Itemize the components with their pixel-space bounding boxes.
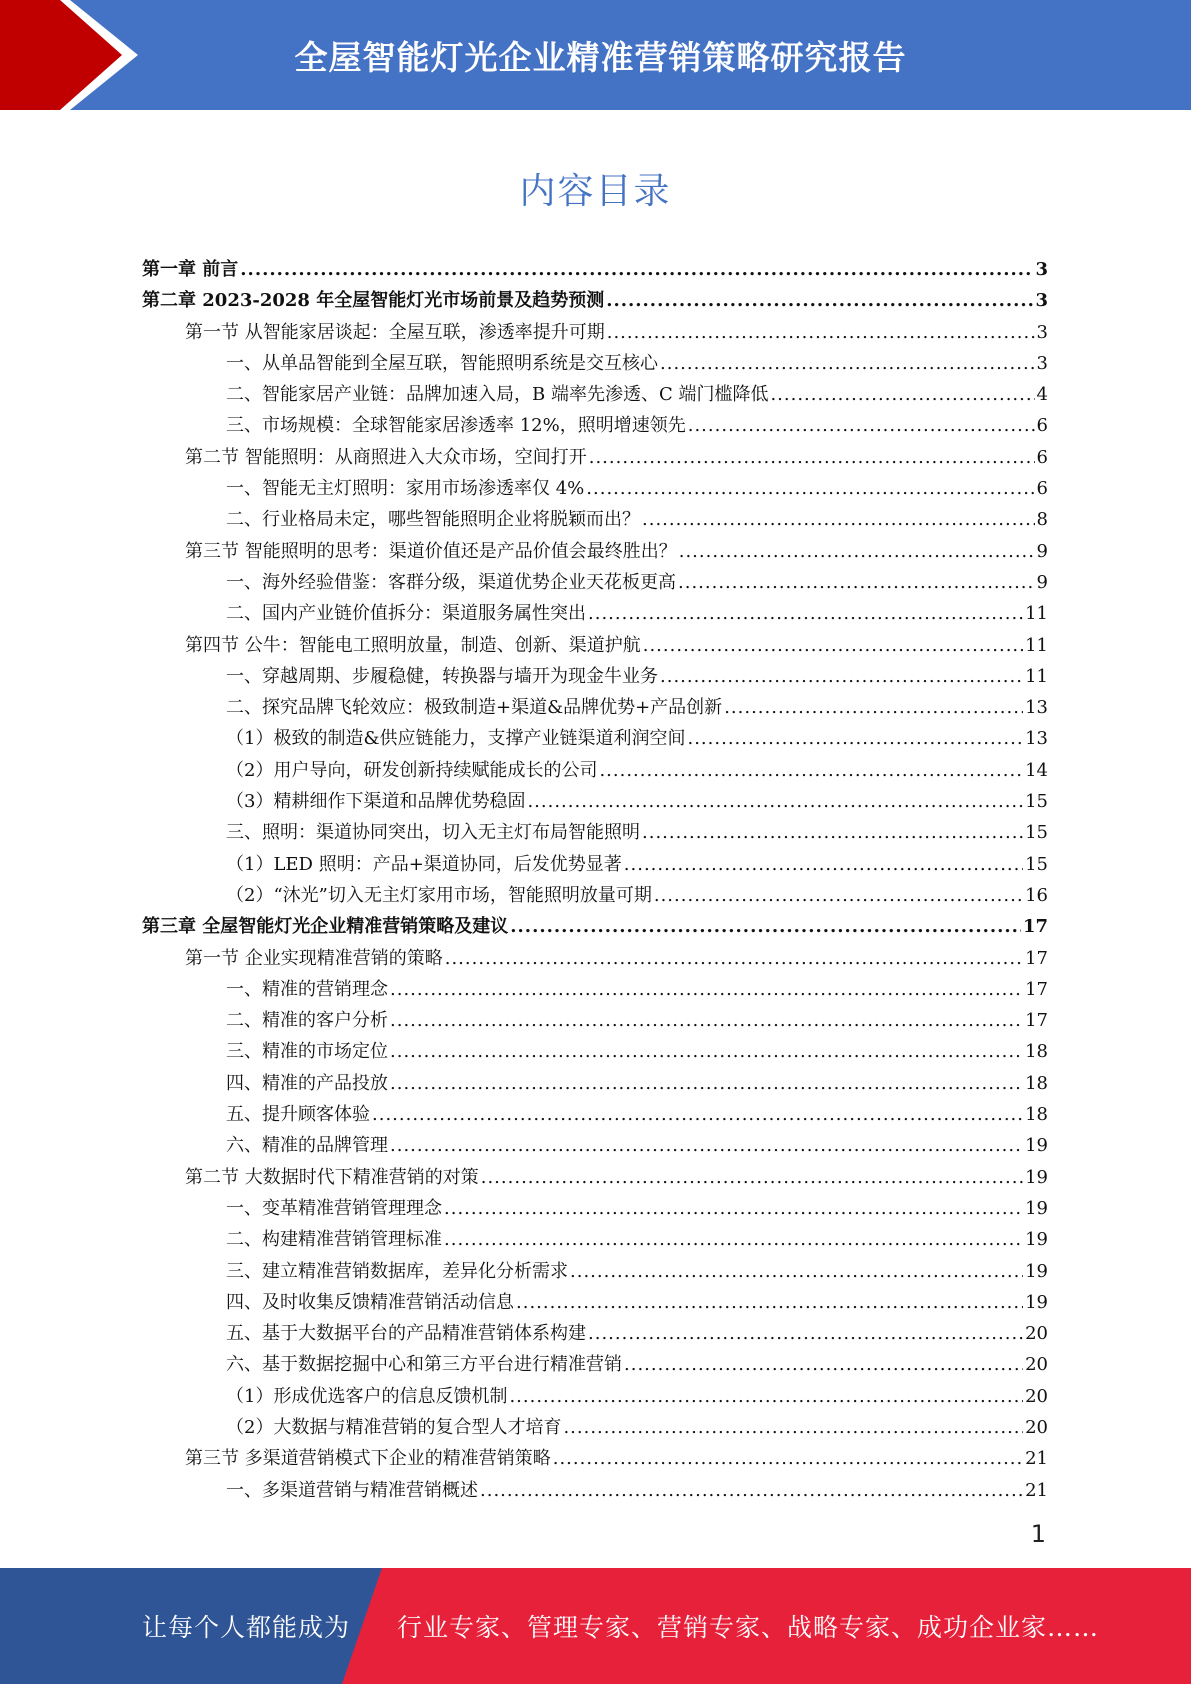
toc-leader-dots [240,254,1033,285]
toc-entry-title: 第三节 多渠道营销模式下企业的精准营销策略 [185,1448,551,1470]
toc-entry-title: 三、精准的市场定位 [226,1041,388,1063]
toc-entry-page: 15 [1025,853,1048,875]
toc-entry-page: 8 [1036,509,1048,531]
toc-title: 内容目录 [519,171,672,212]
toc-leader-dots [770,379,1034,410]
toc-entry-title: 三、照明：渠道协同突出，切入无主灯布局智能照明 [226,822,640,844]
toc-leader-dots [624,849,1023,880]
toc-entry[interactable] [142,536,1048,567]
footer-slogan-right: 行业专家、管理专家、营销专家、战略专家、成功企业家…… [397,1613,1100,1642]
toc-leader-dots [678,567,1035,598]
toc-leader-dots [390,1130,1023,1161]
toc-entry-title: 二、智能家居产业链：品牌加速入局，B 端率先渗透、C 端门槛降低 [226,384,769,406]
toc-entry[interactable] [142,880,1048,911]
toc-entry-title: 一、从单品智能到全屋互联，智能照明系统是交互核心 [226,352,658,374]
report-title: 全屋智能灯光企业精准营销策略研究报告 [294,37,907,77]
toc-entry-page: 3 [1036,321,1048,343]
toc-entry-page: 9 [1036,540,1048,562]
toc-leader-dots [643,630,1023,661]
toc-entry-title: 第一节 从智能家居谈起：全屋互联，渗透率提升可期 [185,321,605,343]
toc-entry[interactable] [142,661,1048,692]
toc-entry-title: （3）精耕细作下渠道和品牌优势稳固 [226,791,526,813]
toc-entry-page: 20 [1025,1385,1048,1407]
toc-entry-page: 19 [1025,1135,1048,1157]
toc-entry-title: 一、海外经验借鉴：客群分级，渠道优势企业天花板更高 [226,571,676,593]
toc-entry[interactable] [142,786,1048,817]
toc-entry-title: 一、穿越周期、步履稳健，转换器与墙开为现金牛业务 [226,665,658,687]
toc-entry-page: 21 [1025,1479,1048,1501]
toc-leader-dots [570,1256,1023,1287]
toc-entry[interactable] [142,755,1048,786]
toc-entry[interactable] [142,1005,1048,1036]
toc-leader-dots [586,473,1034,504]
toc-entry-title: 六、精准的品牌管理 [226,1135,388,1157]
toc-entry[interactable] [142,254,1048,285]
toc-entry-page: 11 [1025,634,1048,656]
toc-entry-title: 四、精准的产品投放 [226,1072,388,1094]
report-header [0,0,1191,110]
toc-entry-title: 六、基于数据挖掘中心和第三方平台进行精准营销 [226,1354,622,1376]
toc-leader-dots [660,661,1023,692]
toc-entry[interactable] [142,473,1048,504]
toc-entry-title: 第二节 大数据时代下精准营销的对策 [185,1166,479,1188]
toc-entry[interactable] [142,1349,1048,1380]
toc-entry[interactable] [142,817,1048,848]
toc-entry-page: 3 [1035,290,1048,312]
toc-entry-page: 17 [1022,916,1048,938]
toc-entry[interactable] [142,285,1048,316]
table-of-contents [142,254,1048,1506]
toc-leader-dots [660,348,1035,379]
toc-entry-title: （1）LED 照明：产品+渠道协同，后发优势显著 [226,853,622,875]
toc-entry[interactable] [142,692,1048,723]
toc-entry-title: 第四节 公牛：智能电工照明放量，制造、创新、渠道护航 [185,634,641,656]
toc-entry-page: 19 [1025,1197,1048,1219]
toc-entry-page: 19 [1025,1291,1048,1313]
toc-entry[interactable] [142,598,1048,629]
toc-entry[interactable] [142,1130,1048,1161]
toc-entry[interactable] [142,1287,1048,1318]
toc-entry-title: 第三章 全屋智能灯光企业精准营销策略及建议 [142,916,509,938]
toc-entry-title: 二、国内产业链价值拆分：渠道服务属性突出 [226,603,586,625]
toc-leader-dots [624,1349,1023,1380]
toc-entry[interactable] [142,1443,1048,1474]
toc-entry-page: 18 [1025,1041,1048,1063]
toc-leader-dots [445,943,1023,974]
toc-entry[interactable] [142,1475,1048,1506]
toc-entry-title: （1）极致的制造&供应链能力，支撑产业链渠道利润空间 [226,728,686,750]
toc-entry-title: 一、精准的营销理念 [226,978,388,1000]
toc-leader-dots [642,504,1035,535]
page-number: 1 [1030,1520,1046,1548]
toc-leader-dots [553,1443,1023,1474]
toc-entry[interactable] [142,410,1048,441]
toc-entry[interactable] [142,379,1048,410]
toc-entry-page: 13 [1025,697,1048,719]
toc-entry[interactable] [142,1412,1048,1443]
toc-entry[interactable] [142,1162,1048,1193]
toc-leader-dots [589,442,1035,473]
toc-entry-page: 3 [1035,259,1048,280]
toc-leader-dots [527,786,1023,817]
toc-entry-page: 9 [1036,571,1048,593]
toc-entry-title: （2）“沐光”切入无主灯家用市场，智能照明放量可期 [226,884,652,906]
toc-entry-title: 第一节 企业实现精准营销的策略 [185,947,443,969]
toc-entry-page: 21 [1025,1448,1048,1470]
toc-entry-title: 五、提升顾客体验 [226,1104,370,1126]
toc-entry[interactable] [142,1381,1048,1412]
toc-entry[interactable] [142,974,1048,1005]
toc-entry-page: 19 [1025,1229,1048,1251]
toc-entry-title: （2）用户导向，研发创新持续赋能成长的公司 [226,759,598,781]
toc-entry-title: 第一章 前言 [142,259,239,280]
toc-leader-dots [599,755,1023,786]
toc-leader-dots [372,1099,1023,1130]
toc-leader-dots [390,1036,1023,1067]
toc-entry-title: 二、构建精准营销管理标准 [226,1229,442,1251]
toc-entry[interactable] [142,1318,1048,1349]
toc-entry[interactable] [142,1099,1048,1130]
footer-slogan-left: 让每个人都能成为 [142,1613,351,1642]
toc-leader-dots [642,817,1023,848]
toc-entry-title: （1）形成优选客户的信息反馈机制 [226,1385,508,1407]
toc-entry-title: 第二节 智能照明：从商照进入大众市场，空间打开 [185,446,587,468]
toc-leader-dots [516,1287,1023,1318]
toc-entry-title: 第三节 智能照明的思考：渠道价值还是产品价值会最终胜出？ [185,540,677,562]
toc-entry-title: 一、变革精准营销管理理念 [226,1197,442,1219]
toc-entry-page: 6 [1036,446,1048,468]
toc-entry-page: 16 [1025,884,1048,906]
toc-entry-page: 11 [1025,603,1048,625]
toc-leader-dots [607,317,1035,348]
toc-leader-dots [444,1224,1023,1255]
toc-entry[interactable] [142,911,1048,942]
toc-entry[interactable] [142,504,1048,535]
toc-entry-title: （2）大数据与精准营销的复合型人才培育 [226,1416,562,1438]
toc-entry-page: 11 [1025,665,1048,687]
toc-leader-dots [688,410,1035,441]
toc-leader-dots [390,1068,1023,1099]
toc-leader-dots [509,1381,1023,1412]
toc-entry-title: 三、市场规模：全球智能家居渗透率 12%，照明增速领先 [226,415,686,437]
toc-entry-page: 15 [1025,822,1048,844]
toc-entry-page: 15 [1025,791,1048,813]
toc-entry[interactable] [142,1193,1048,1224]
toc-entry-title: 二、行业格局未定，哪些智能照明企业将脱颖而出？ [226,509,640,531]
toc-entry-page: 13 [1025,728,1048,750]
toc-entry[interactable] [142,1036,1048,1067]
toc-entry-title: 三、建立精准营销数据库，差异化分析需求 [226,1260,568,1282]
toc-entry-title: 一、智能无主灯照明：家用市场渗透率仅 4% [226,478,585,500]
toc-leader-dots [444,1193,1023,1224]
toc-leader-dots [563,1412,1023,1443]
toc-entry[interactable] [142,1068,1048,1099]
toc-entry-title: 二、探究品牌飞轮效应：极致制造+渠道&品牌优势+产品创新 [226,697,723,719]
toc-leader-dots [679,536,1035,567]
toc-leader-dots [724,692,1023,723]
toc-entry[interactable] [142,567,1048,598]
toc-entry-title: 二、精准的客户分析 [226,1010,388,1032]
toc-leader-dots [654,880,1023,911]
toc-leader-dots [606,285,1033,316]
toc-entry[interactable] [142,723,1048,754]
toc-leader-dots [687,723,1023,754]
toc-entry-page: 3 [1036,352,1048,374]
toc-entry-page: 20 [1025,1416,1048,1438]
toc-leader-dots [481,1162,1023,1193]
toc-entry-page: 19 [1025,1260,1048,1282]
toc-entry-page: 18 [1025,1072,1048,1094]
toc-leader-dots [510,911,1021,942]
toc-entry[interactable] [142,1256,1048,1287]
toc-entry[interactable] [142,348,1048,379]
toc-entry-page: 20 [1025,1323,1048,1345]
toc-entry-page: 18 [1025,1104,1048,1126]
toc-leader-dots [588,598,1023,629]
toc-entry-page: 14 [1025,759,1048,781]
toc-entry-page: 17 [1025,947,1048,969]
toc-entry-page: 19 [1025,1166,1048,1188]
toc-leader-dots [390,1005,1023,1036]
toc-entry[interactable] [142,442,1048,473]
toc-entry[interactable] [142,317,1048,348]
toc-leader-dots [480,1475,1023,1506]
toc-entry[interactable] [142,1224,1048,1255]
toc-entry-page: 20 [1025,1354,1048,1376]
toc-entry-page: 17 [1025,1010,1048,1032]
toc-entry-title: 一、多渠道营销与精准营销概述 [226,1479,478,1501]
toc-entry-page: 4 [1036,384,1048,406]
toc-entry[interactable] [142,849,1048,880]
toc-entry-title: 五、基于大数据平台的产品精准营销体系构建 [226,1323,586,1345]
toc-entry[interactable] [142,943,1048,974]
toc-entry-page: 6 [1036,415,1048,437]
toc-entry-title: 四、及时收集反馈精准营销活动信息 [226,1291,514,1313]
toc-leader-dots [588,1318,1023,1349]
footer-banner [0,1568,1191,1684]
toc-entry-page: 17 [1025,978,1048,1000]
toc-leader-dots [390,974,1023,1005]
toc-entry[interactable] [142,630,1048,661]
toc-entry-title: 第二章 2023-2028 年全屋智能灯光市场前景及趋势预测 [142,290,605,312]
toc-entry-page: 6 [1036,478,1048,500]
